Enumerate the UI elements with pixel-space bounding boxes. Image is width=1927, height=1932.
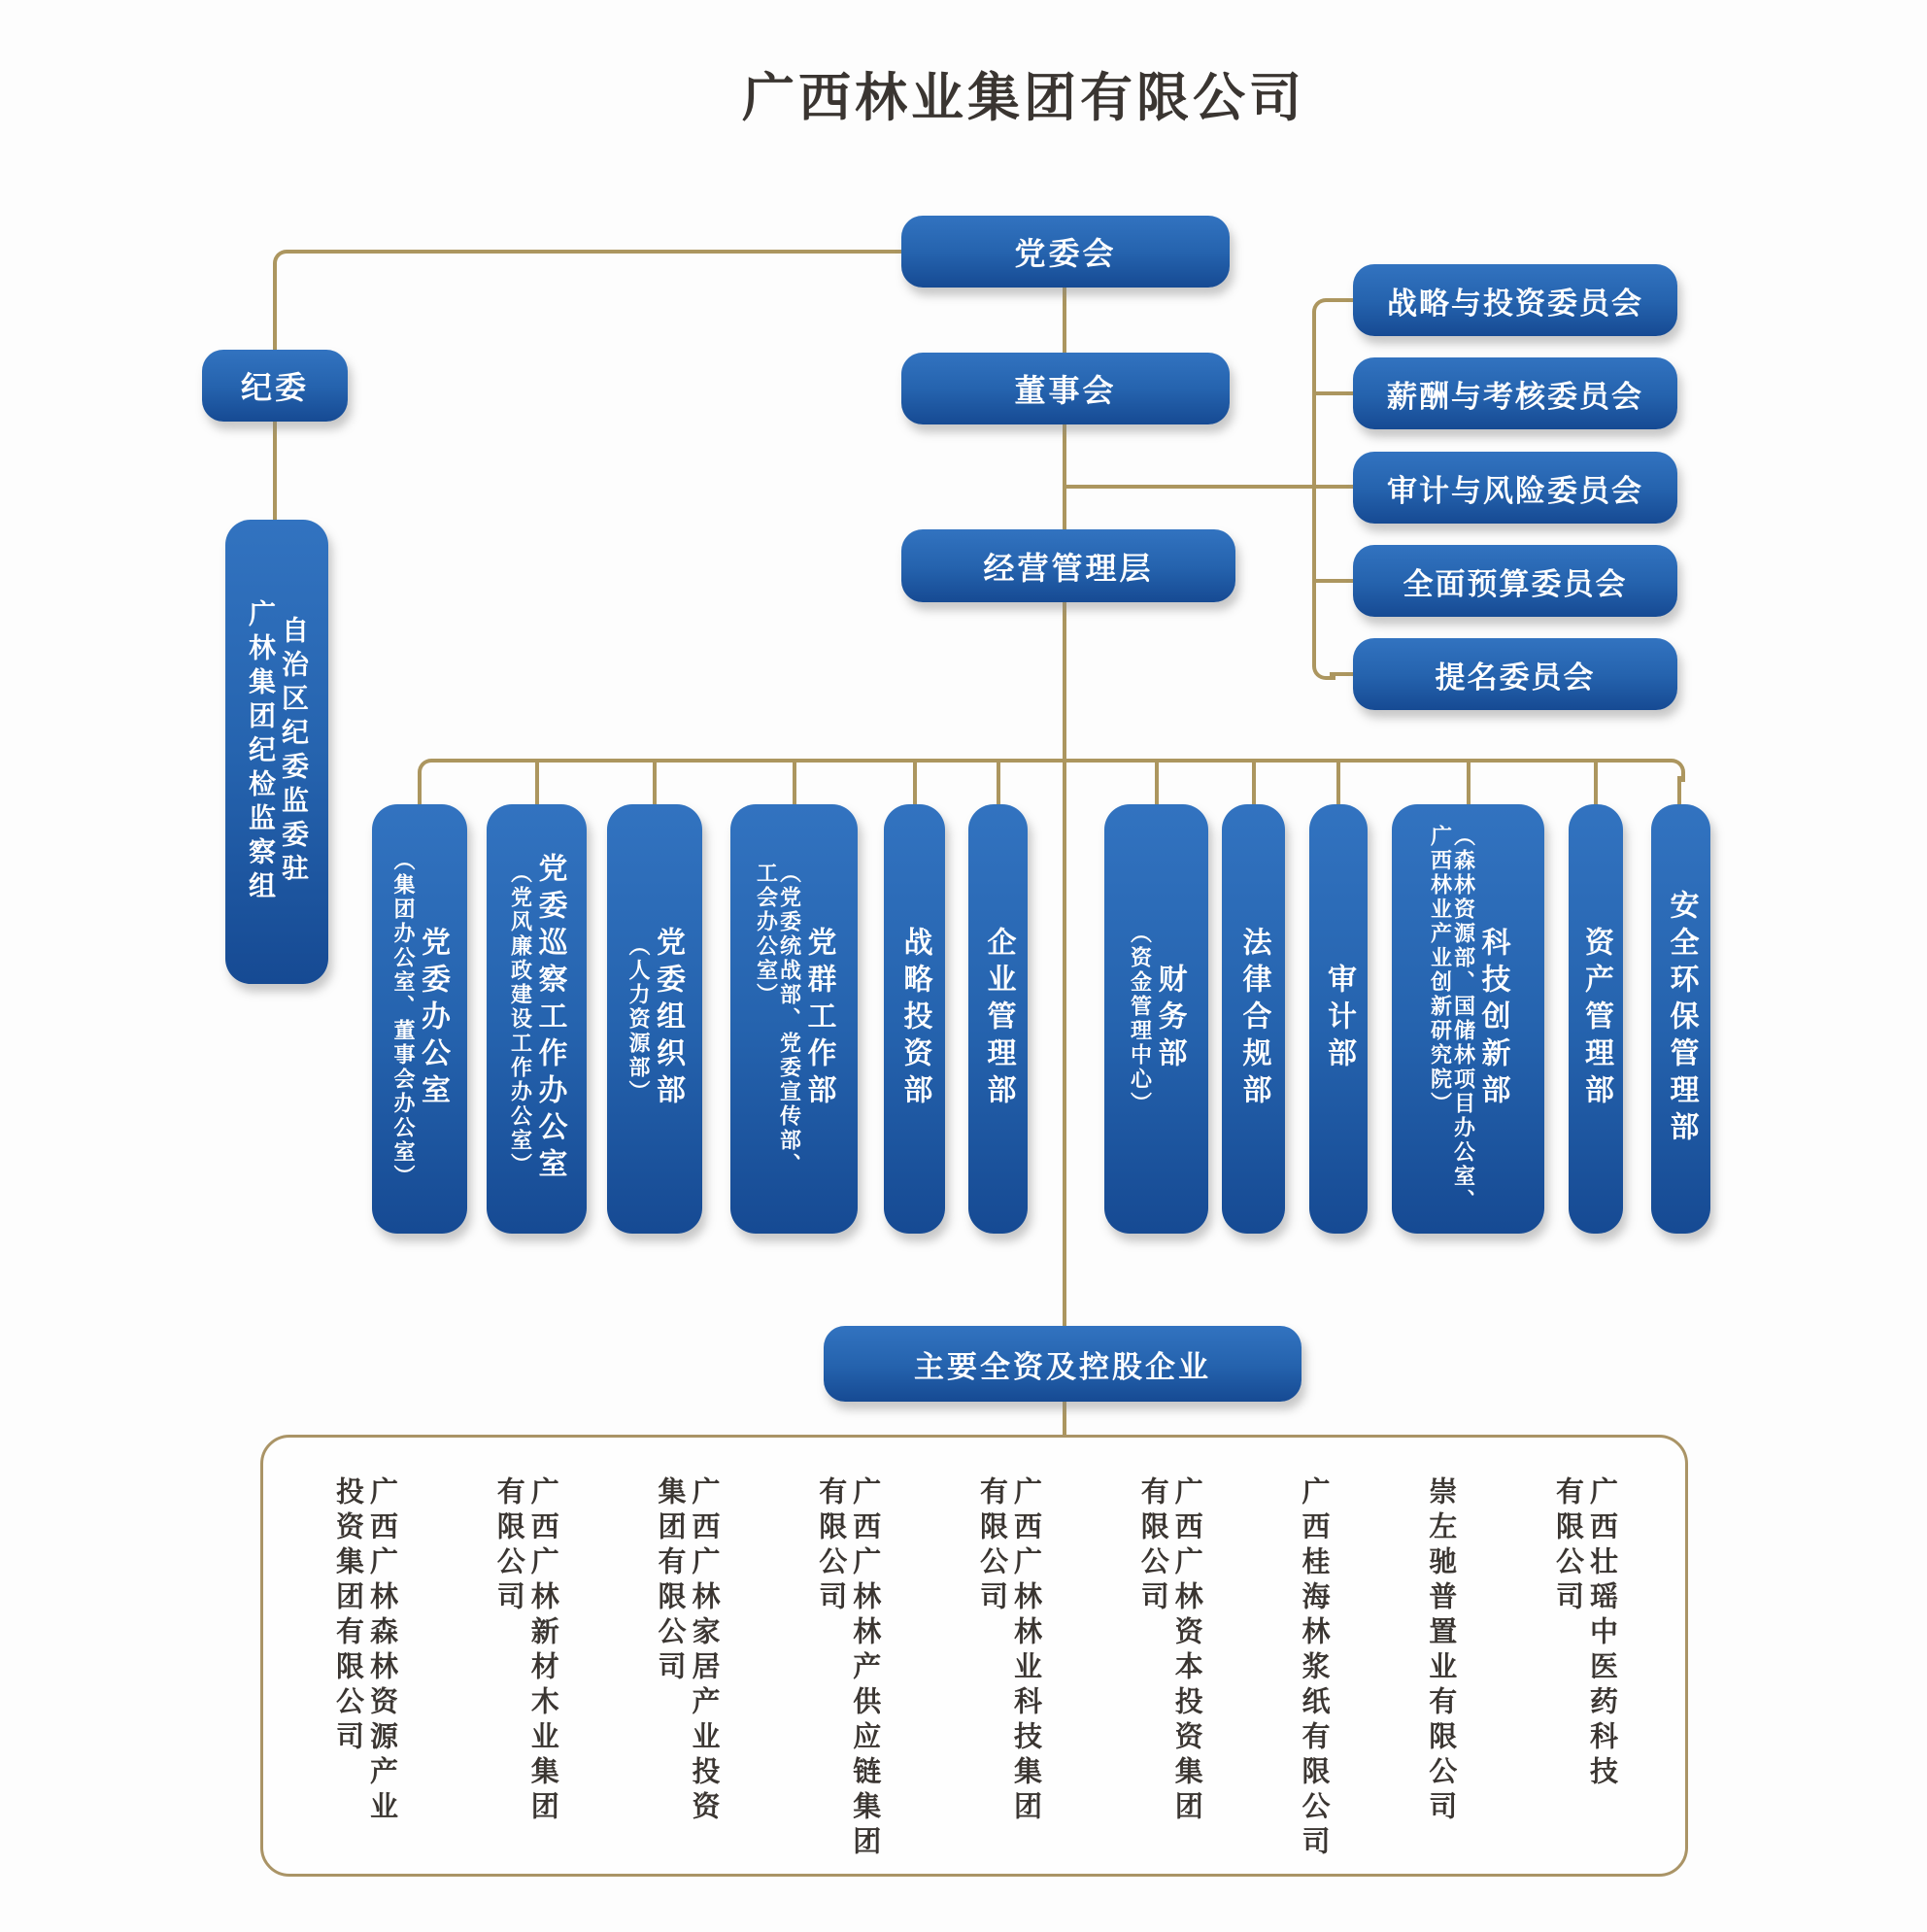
company-name-column: 广西壮瑶中医药科技 xyxy=(1586,1476,1617,1791)
node-committee-3: 审计与风险委员会 xyxy=(1353,452,1677,524)
department-name: 审计部 xyxy=(1323,964,1355,1074)
department-subtitle-column: （资金管理中心） xyxy=(1128,922,1153,1116)
committee-corner-bottom xyxy=(1312,657,1335,680)
supervision-office-column-2: 广林集团纪检监察组 xyxy=(246,598,276,905)
node-management: 经营管理层 xyxy=(901,529,1235,602)
department-subtitle-column: （集团办公室、董事会办公室） xyxy=(391,849,416,1189)
company-name-column: 广西广林新材木业集团 xyxy=(526,1476,558,1826)
department-name: 资产管理部 xyxy=(1580,927,1612,1111)
node-department xyxy=(884,804,945,1234)
rail-stub xyxy=(1155,761,1159,804)
companies-container xyxy=(260,1435,1688,1877)
node-committee-5: 提名委员会 xyxy=(1353,638,1677,710)
node-department xyxy=(968,804,1028,1234)
company-name-column: 广西桂海林浆纸有限公司 xyxy=(1298,1476,1330,1861)
rail-stub xyxy=(1594,761,1598,804)
department-subtitle xyxy=(392,849,414,1189)
node-department xyxy=(607,804,702,1234)
company-name-column: 广西广林资本投资集团 xyxy=(1170,1476,1202,1826)
company-name-column: 有限公司 xyxy=(815,1476,847,1616)
company-item xyxy=(333,1476,395,1874)
department-name: 党委巡察工作办公室 xyxy=(533,853,566,1185)
node-department xyxy=(372,804,467,1234)
company-name-column: 有限公司 xyxy=(1136,1476,1168,1616)
node-department xyxy=(1309,804,1368,1234)
trunk-party-board xyxy=(1063,285,1066,355)
node-board: 董事会 xyxy=(901,353,1230,424)
department-subtitle-column: （人力资源部） xyxy=(626,933,651,1104)
department-name: 战略投资部 xyxy=(898,927,931,1111)
rail-stub xyxy=(793,761,796,804)
supervision-office-column-1: 自治区纪委监委驻 xyxy=(279,616,309,888)
company-name-column: 有限公司 xyxy=(976,1476,1007,1616)
department-subtitle xyxy=(510,862,531,1177)
connector-discipline-drop xyxy=(273,267,277,354)
rail-stub xyxy=(653,761,657,804)
department-subtitle-column: （党委统战部、党委宣传部、 xyxy=(777,861,802,1177)
node-committee-2: 薪酬与考核委员会 xyxy=(1353,357,1677,429)
trunk-holding-companies xyxy=(1063,1400,1066,1437)
rail-stub xyxy=(1467,761,1471,804)
company-name-column: 崇左驰普置业有限公司 xyxy=(1425,1476,1457,1826)
node-department xyxy=(1222,804,1285,1234)
connector-committee-branch xyxy=(1066,485,1316,489)
department-subtitle xyxy=(1430,825,1474,1213)
rail xyxy=(435,759,1664,763)
department-name: 法律合规部 xyxy=(1237,927,1270,1111)
company-name-column: 集团有限公司 xyxy=(654,1476,686,1686)
node-department xyxy=(487,804,587,1234)
node-committee-4: 全面预算委员会 xyxy=(1353,545,1677,617)
company-name-column: 广西广林林业科技集团 xyxy=(1010,1476,1041,1826)
trunk-management-holding xyxy=(1063,600,1066,1328)
committee-stub-3 xyxy=(1316,485,1353,489)
rail-stub xyxy=(997,761,1000,804)
connector-party-to-discipline xyxy=(290,250,901,254)
rail-stub xyxy=(1336,761,1340,804)
rail-stub xyxy=(913,761,917,804)
connector-discipline-to-supervision xyxy=(273,420,277,522)
department-subtitle-column: （党风廉政建设工作办公室） xyxy=(508,861,533,1177)
company-name-column: 有限公司 xyxy=(492,1476,524,1616)
company-name-column: 投资集团有限公司 xyxy=(332,1476,363,1756)
company-name-column: 广西广林家居产业投资 xyxy=(688,1476,720,1826)
node-department xyxy=(730,804,858,1234)
node-department xyxy=(1104,804,1208,1234)
department-name: 党委组织部 xyxy=(652,927,684,1111)
department-subtitle-column: （森林资源部、国储林项目办公室、 xyxy=(1451,825,1476,1213)
node-committee-1: 战略与投资委员会 xyxy=(1353,264,1677,336)
company-item xyxy=(1553,1476,1615,1874)
department-name: 党群工作部 xyxy=(802,927,835,1111)
department-subtitle xyxy=(1130,922,1151,1116)
committee-stub-2 xyxy=(1316,391,1353,395)
node-supervision-office xyxy=(225,520,328,984)
department-subtitle-column: 工会办公室） xyxy=(754,861,779,1007)
company-name-column: 广西广林森林资源产业 xyxy=(366,1476,397,1826)
department-subtitle-column: 广西林业产业创新研究院） xyxy=(1428,825,1453,1116)
department-name: 企业管理部 xyxy=(982,927,1015,1111)
node-holding-header: 主要全资及控股企业 xyxy=(824,1326,1302,1402)
rail-drop-last xyxy=(1677,776,1681,804)
rail-drop-first xyxy=(418,776,422,804)
page-title: 广西林业集团有限公司 xyxy=(742,69,1305,127)
company-item xyxy=(815,1476,881,1874)
committee-stub-5 xyxy=(1330,672,1353,676)
department-subtitle xyxy=(627,934,649,1104)
node-department xyxy=(1569,804,1623,1234)
company-item xyxy=(1300,1476,1328,1874)
company-item xyxy=(494,1476,557,1874)
company-item xyxy=(977,1476,1039,1874)
department-name: 安全环保管理部 xyxy=(1665,890,1698,1148)
department-name: 党委办公室 xyxy=(417,927,449,1111)
node-department xyxy=(1651,804,1710,1234)
committee-stub-4 xyxy=(1316,579,1353,583)
company-name-column: 广西广林林产供应链集团 xyxy=(849,1476,881,1861)
rail-stub xyxy=(535,761,539,804)
node-party-committee: 党委会 xyxy=(901,216,1230,288)
department-name: 财务部 xyxy=(1153,964,1186,1074)
department-name: 科技创新部 xyxy=(1476,927,1509,1111)
rail-stub xyxy=(1252,761,1256,804)
committee-stub-1 xyxy=(1330,298,1353,302)
rail-corner-right xyxy=(1662,759,1685,782)
company-item xyxy=(1138,1476,1200,1874)
company-item xyxy=(1425,1476,1457,1874)
department-subtitle xyxy=(756,862,800,1177)
trunk-board-management xyxy=(1063,423,1066,531)
company-name-column: 有限公司 xyxy=(1552,1476,1583,1616)
company-item xyxy=(656,1476,718,1874)
node-department xyxy=(1392,804,1544,1234)
node-discipline-committee: 纪委 xyxy=(202,350,348,422)
